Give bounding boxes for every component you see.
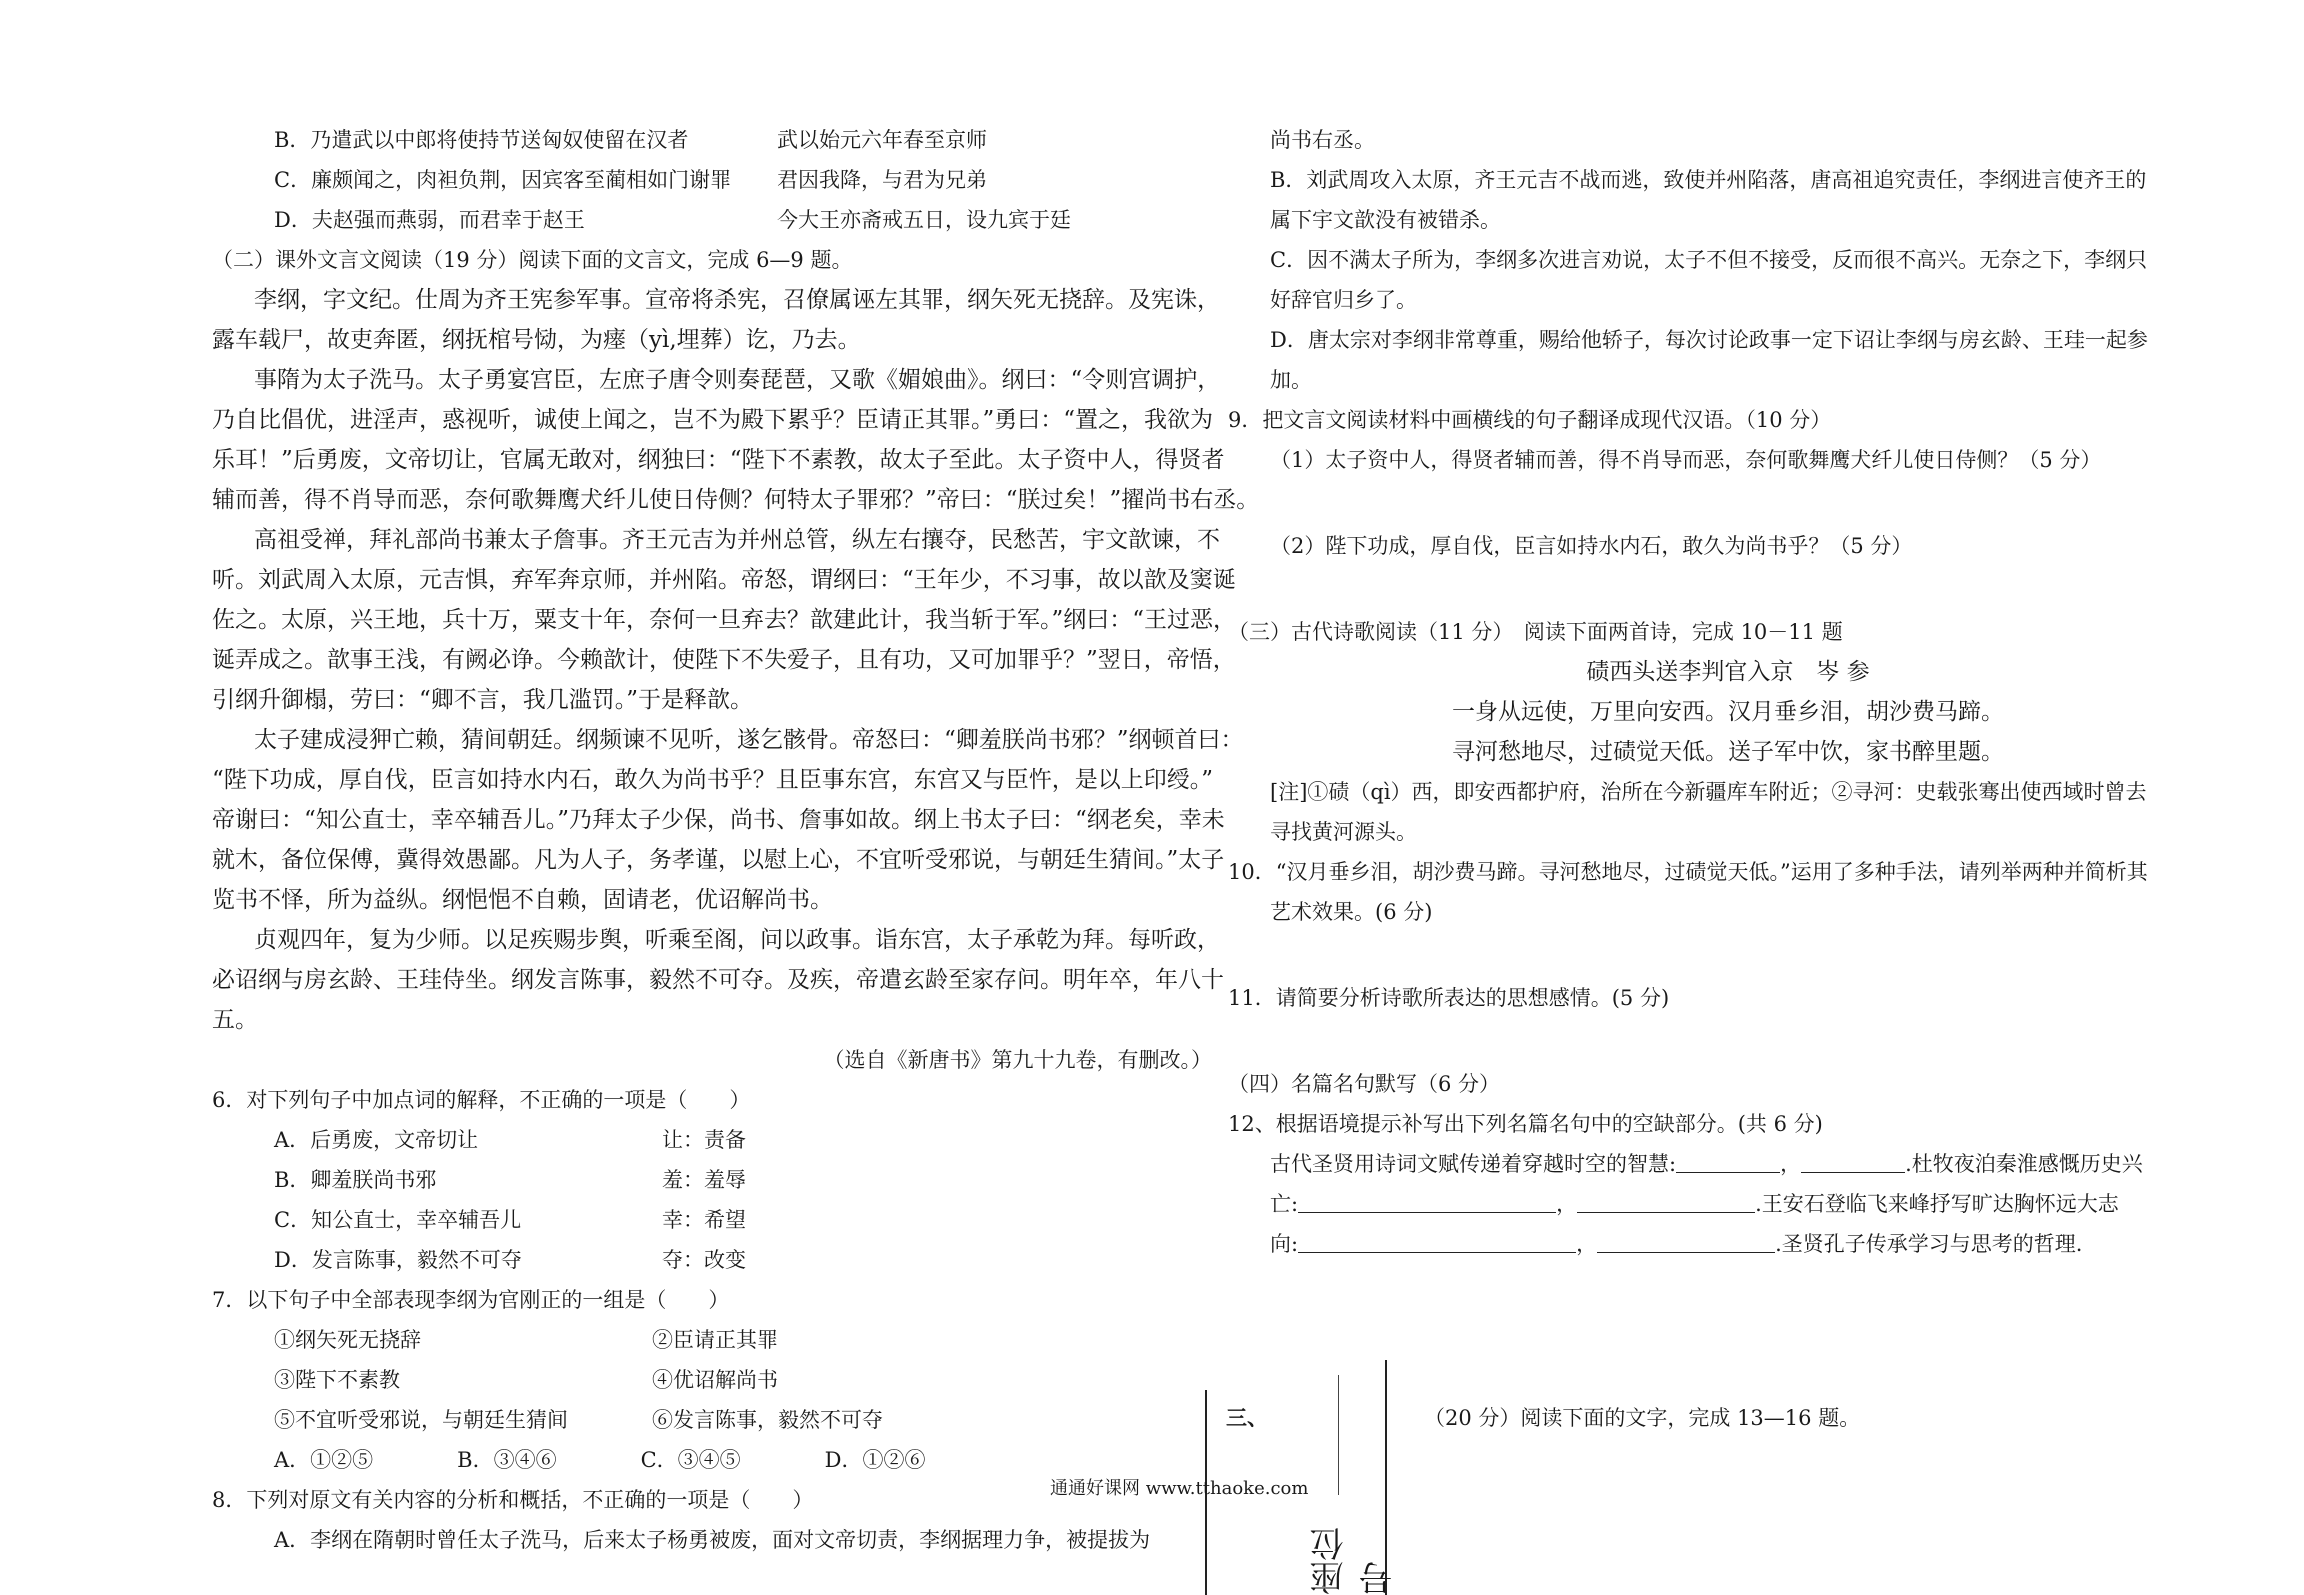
- line-text: 五。: [212, 1007, 258, 1033]
- question-9-part-2: （2）陛下功成，厚自伐，臣言如持水内石，敢久为尚书乎？（5 分）: [1270, 534, 1913, 558]
- text-line: [212, 1520, 1212, 1560]
- text-line: [1228, 440, 2228, 480]
- text-line: [212, 160, 1212, 200]
- question-12: 12、根据语境提示补写出下列名篇名句中的空缺部分。(共 6 分): [1228, 1112, 1823, 1136]
- text-line: [212, 480, 1260, 520]
- text-line: [212, 760, 1212, 800]
- fill-blank-1[interactable]: [1676, 1146, 1780, 1173]
- line-text: 好辞官归乡了。: [1270, 288, 1417, 312]
- text-line: [212, 720, 1244, 760]
- text-line: [212, 520, 1220, 560]
- line-text: 就木，备位保傅，冀得效愚鄙。凡为人子，务孝谨，以慰上心，不宜听受邪说，与朝廷生猜间。”太子: [212, 847, 1225, 873]
- text-line: [212, 240, 1212, 280]
- line-text: C．廉颇闻之，肉袒负荆，因宾客至蔺相如门谢罪: [274, 168, 732, 192]
- right-column: [1228, 120, 2228, 1264]
- line-text: （二）课外文言文阅读（19 分）阅读下面的文言文，完成 6—9 题。: [212, 248, 853, 272]
- text-line: [1228, 200, 2228, 240]
- text-line: [212, 880, 1212, 920]
- poem-line-1: 一身从远使，万里向安西。汉月垂乡泪，胡沙费马蹄。: [1452, 699, 2004, 725]
- fill-blank-6[interactable]: [1597, 1226, 1775, 1253]
- text-line: [212, 280, 1220, 320]
- text-line: [212, 1080, 1212, 1120]
- line-text: ③陛下不素教: [274, 1368, 400, 1392]
- text-line: [1228, 280, 2228, 320]
- line-text: 贞观四年，复为少师。以足疾赐步舆，听乘至阁，问以政事。诣东宫，太子承乾为拜。每听政，: [254, 927, 1220, 953]
- line-text-right: 幸：希望: [662, 1208, 746, 1232]
- poem-title: 碛西头送李判官入京 岑 参: [1586, 659, 1870, 685]
- line-text: ①纲矢死无挠辞: [274, 1328, 421, 1352]
- question-10-line-2: 艺术效果。(6 分): [1270, 900, 1433, 924]
- line-text: （选自《新唐书》第九十九卷，有删改。）: [823, 1048, 1212, 1072]
- fill-blank-3[interactable]: [1298, 1186, 1556, 1213]
- poetry-section-header: （三）古代诗歌阅读（11 分） 阅读下面两首诗，完成 10－11 题: [1228, 620, 1843, 644]
- text-line: [1228, 240, 2228, 280]
- question-11: 11．请简要分析诗歌所表达的思想感情。(5 分): [1228, 986, 1670, 1010]
- text-line: [212, 1200, 1212, 1240]
- poem-note-line-1: [注]①碛（qì）西，即安西都护府，治所在今新疆库车附近；②寻河：史载张骞出使西域时曾去: [1270, 780, 2147, 804]
- line-text-right: 夺：改变: [662, 1248, 746, 1272]
- line-text: 加。: [1270, 368, 1312, 392]
- line-text-right: 武以始元六年春至京师: [777, 128, 987, 152]
- line-text: “陛下功成，厚自伐，臣言如持水内石，敢久为尚书乎？且臣事东宫，东宫又与臣忤，是以上印绶。”: [212, 767, 1214, 793]
- line-text: 7．以下句子中全部表现李纲为官刚正的一组是（ ）: [212, 1288, 730, 1312]
- text-line: [212, 320, 1212, 360]
- text-line: [212, 1040, 1212, 1080]
- text-line: [212, 560, 1236, 600]
- line-text: D．唐太宗对李纲非常尊重，赐给他轿子，每次讨论政事一定下诏让李纲与房玄龄、王珪一起参: [1270, 328, 2148, 352]
- question-12-line-3: [1228, 1224, 2228, 1264]
- text-line: [212, 440, 1225, 480]
- text-line: [1228, 120, 2228, 160]
- line-text-right: 君因我降，与君为兄弟: [777, 168, 987, 192]
- text-line: [212, 120, 1212, 160]
- line-text-right: 羞：羞辱: [662, 1168, 746, 1192]
- text-line: [212, 640, 1236, 680]
- fill-blank-4[interactable]: [1577, 1186, 1755, 1213]
- line-text: A．李纲在隋朝时曾任太子洗马，后来太子杨勇被废，面对文帝切责，李纲据理力争，被提拔为: [274, 1528, 1151, 1552]
- line-text: 览书不怿，所为益纵。纲悒悒不自赖，固请老，优诏解尚书。: [212, 887, 833, 913]
- line-text: 高祖受禅，拜礼部尚书兼太子詹事。齐王元吉为并州总管，纵左右攘夺，民愁苦，宇文歆谏，不: [254, 527, 1220, 553]
- line-text-right: 让：责备: [662, 1128, 746, 1152]
- line-text: A．①②⑤ B．③④⑥ C．③④⑤ D．①②⑥: [274, 1448, 926, 1472]
- line-text: 太子建成浸狎亡赖，猜间朝廷。纲频谏不见听，遂乞骸骨。帝怒曰：“卿羞朕尚书邪？”纲顿首曰：: [254, 727, 1244, 753]
- poem-line-2: 寻河愁地尽，过碛觉天低。送子军中饮，家书醉里题。: [1452, 739, 2004, 765]
- text-line: [212, 1000, 1212, 1040]
- q12-prompt-e: 向:: [1270, 1232, 1299, 1256]
- line-text: D．夫赵强而燕弱，而君幸于赵王: [274, 208, 585, 232]
- section-3-instruction: （20 分）阅读下面的文字，完成 13—16 题。: [1424, 1406, 1861, 1430]
- q12-separator-1: ，: [1780, 1152, 1802, 1176]
- q12-prompt-b: .杜牧夜泊秦淮感慨历史兴: [1905, 1152, 2143, 1176]
- text-line: [212, 680, 1212, 720]
- footer-watermark: 通通好课网 www.tthaoke.com: [1050, 1478, 1309, 1499]
- text-line: [1228, 320, 2228, 360]
- text-line: [212, 960, 1224, 1000]
- text-line: [212, 1280, 1212, 1320]
- line-text: 辅而善，得不肖导而恶，奈何歌舞鹰犬纤儿使日侍侧？何特太子罪邪？”帝曰：“朕过矣！”擢尚书右丞。: [212, 487, 1260, 513]
- text-line: [212, 1400, 1212, 1440]
- line-text: 事隋为太子洗马。太子勇宴宫臣，左庶子唐令则奏琵琶，又歌《媚娘曲》。纲曰：“令则宫调护，: [254, 367, 1221, 393]
- line-text: 乃自比倡优，进淫声，惑视听，诚使上闻之，岂不为殿下累乎？臣请正其罪。”勇曰：“置之，我欲为: [212, 407, 1214, 433]
- line-text: C．知公直士，幸卒辅吾儿: [274, 1208, 522, 1232]
- line-text: 李纲，字文纪。仕周为齐王宪参军事。宣帝将杀宪，召僚属诬左其罪，纲矢死无挠辞。及宪诛，: [254, 287, 1220, 313]
- line-text: 引纲升御榻，劳曰：“卿不言，我几滥罚。”于是释歆。: [212, 687, 754, 713]
- q12-separator-3: ，: [1576, 1232, 1598, 1256]
- text-line: [212, 600, 1237, 640]
- text-line: [212, 400, 1212, 440]
- line-text: （1）太子资中人，得贤者辅而善，得不肖导而恶，奈何歌舞鹰犬纤儿使日侍侧？（5 分）: [1270, 448, 2102, 472]
- fill-blank-2[interactable]: [1801, 1146, 1905, 1173]
- line-text: B．乃遣武以中郎将使持节送匈奴使留在汉者: [274, 128, 689, 152]
- question-10-line-1: 10．“汉月垂乡泪，胡沙费马蹄。寻河愁地尽，过碛觉天低。”运用了多种手法，请列举两种并简析其: [1228, 860, 2148, 884]
- line-text: A．后勇废，文帝切让: [274, 1128, 479, 1152]
- poem-note-line-2: 寻找黄河源头。: [1270, 820, 1417, 844]
- line-text: 乐耳！”后勇废，文帝切让，官属无敢对，纲独曰：“陛下不素教，故太子至此。太子资中人，得贤者: [212, 447, 1225, 473]
- line-text: 必诏纲与房玄龄、王珪侍坐。纲发言陈事，毅然不可夺。及疾，帝遣玄龄至家存问。明年卒，年八十: [212, 967, 1224, 993]
- line-text: 佐之。太原，兴王地，兵十万，粟支十年，奈何一旦弃去？歆建此计，我当斩于军。”纲曰：“王过恶，: [212, 607, 1237, 633]
- text-line: [212, 1320, 1212, 1360]
- text-line: [1228, 160, 2228, 200]
- line-text: 6．对下列句子中加点词的解释，不正确的一项是（ ）: [212, 1088, 751, 1112]
- text-line: [212, 1160, 1212, 1200]
- seat-number-label: 座位号: [1310, 1527, 1399, 1595]
- text-line: [212, 840, 1225, 880]
- line-text: B．卿羞朕尚书邪: [274, 1168, 437, 1192]
- text-line: [212, 360, 1221, 400]
- line-text: C．因不满太子所为，李纲多次进言劝说，太子不但不接受，反而很不高兴。无奈之下，李纲只: [1270, 248, 2148, 272]
- line-text: 尚书右丞。: [1270, 128, 1375, 152]
- line-text-right: ⑥发言陈事，毅然不可夺: [652, 1408, 883, 1432]
- line-text: 8．下列对原文有关内容的分析和概括，不正确的一项是（ ）: [212, 1488, 814, 1512]
- line-text-right: 今大王亦斋戒五日，设九宾于廷: [777, 208, 1071, 232]
- q12-prompt-f: .圣贤孔子传承学习与思考的哲理.: [1775, 1232, 2083, 1256]
- line-text: 诞弄成之。歆事王浅，有阙必诤。今赖歆计，使陛下不失爱子，且有功，又可加罪乎？”翌日，帝悟，: [212, 647, 1236, 673]
- line-text: 听。刘武周入太原，元吉惧，弃军奔京师，并州陷。帝怒，谓纲曰：“王年少，不习事，故以歆及窦诞: [212, 567, 1236, 593]
- line-text: B．刘武周攻入太原，齐王元吉不战而逃，致使并州陷落，唐高祖追究责任，李纲进言使齐王的: [1270, 168, 2147, 192]
- fill-blank-5[interactable]: [1298, 1226, 1576, 1253]
- line-text: 9．把文言文阅读材料中画横线的句子翻译成现代汉语。（10 分）: [1228, 408, 1832, 432]
- text-line: [212, 1360, 1212, 1400]
- text-line: [212, 200, 1212, 240]
- text-line: [212, 1240, 1212, 1280]
- line-text-right: ④优诏解尚书: [652, 1368, 778, 1392]
- section-4-header: （四）名篇名句默写（6 分）: [1228, 1072, 1501, 1096]
- text-line: [212, 1120, 1212, 1160]
- q12-separator-2: ，: [1556, 1192, 1578, 1216]
- text-line: [212, 800, 1225, 840]
- q12-prompt-a: 古代圣贤用诗词文赋传递着穿越时空的智慧:: [1270, 1152, 1677, 1176]
- line-text: ⑤不宜听受邪说，与朝廷生猜间: [274, 1408, 568, 1432]
- line-text: 属下宇文歆没有被错杀。: [1270, 208, 1501, 232]
- line-text-right: ②臣请正其罪: [652, 1328, 778, 1352]
- binding-line-dashed: [1338, 1375, 1339, 1495]
- question-12-line-1: [1228, 1144, 2228, 1184]
- q12-prompt-d: .王安石登临飞来峰抒写旷达胸怀远大志: [1755, 1192, 2119, 1216]
- right-top-lines: [1228, 120, 2228, 480]
- text-line: [212, 920, 1220, 960]
- line-text: 帝谢曰：“知公直士，幸卒辅吾儿。”乃拜太子少保，尚书、詹事如故。纲上书太子曰：“纲老矣，幸未: [212, 807, 1225, 833]
- q12-prompt-c: 亡:: [1270, 1192, 1299, 1216]
- section-3-label: 三、: [1226, 1405, 1268, 1430]
- text-line: [1228, 400, 2228, 440]
- question-12-line-2: [1228, 1184, 2228, 1224]
- text-line: [1228, 360, 2228, 400]
- line-text: D．发言陈事，毅然不可夺: [274, 1248, 522, 1272]
- left-column: [212, 120, 1260, 1560]
- line-text: 露车载尸，故吏奔匿，纲抚棺号恸，为瘗（yì,埋葬）讫，乃去。: [212, 327, 861, 353]
